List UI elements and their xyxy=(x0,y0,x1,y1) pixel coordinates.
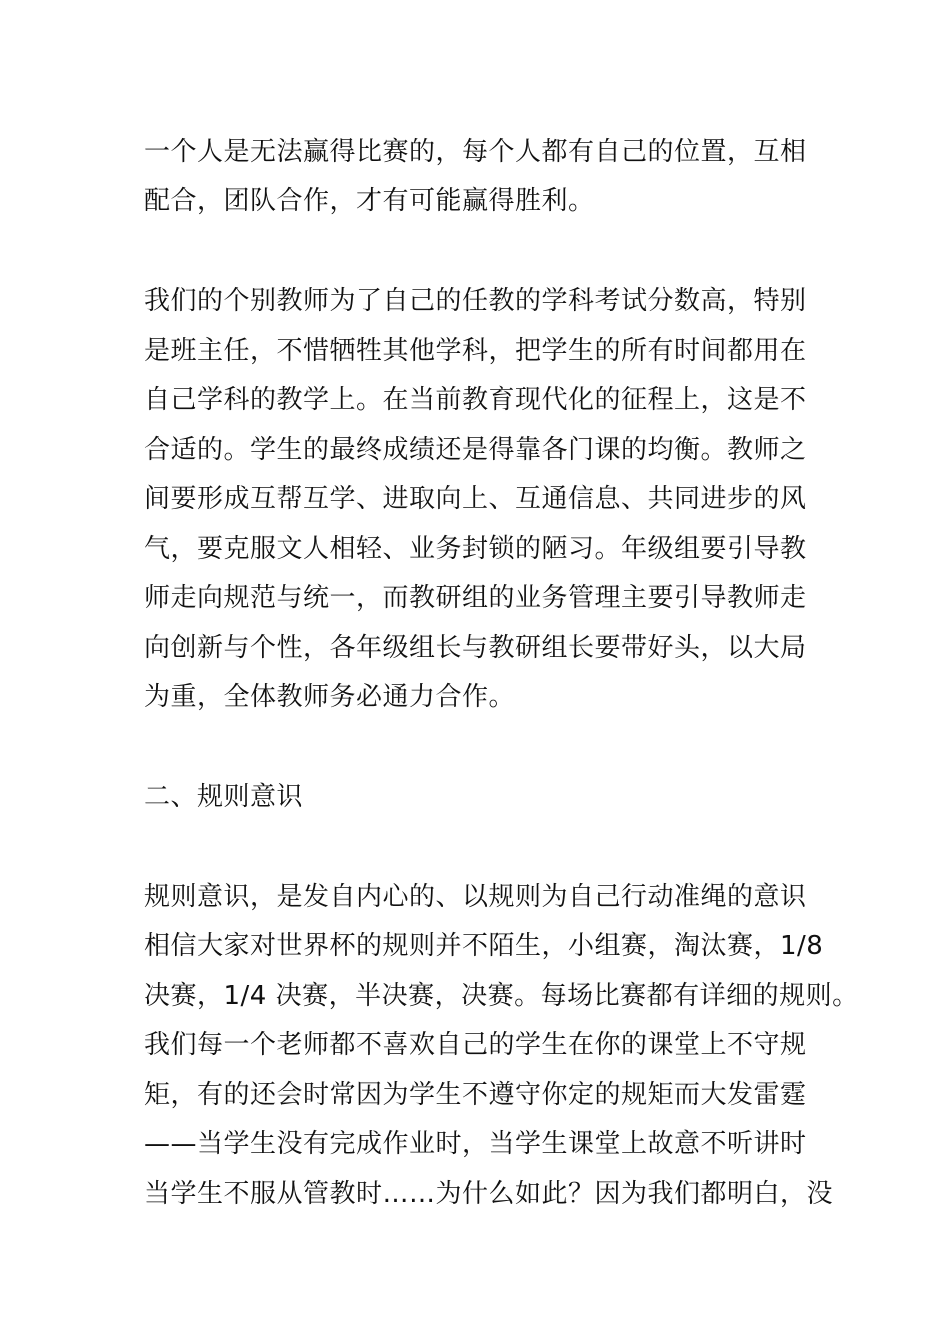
paragraph-3-line-7: 当学生不服从管教时……为什么如此？因为我们都明白，没 xyxy=(144,1179,834,1209)
paragraph-3-line-6: ——当学生没有完成作业时，当学生课堂上故意不听讲时 xyxy=(144,1129,807,1159)
paragraph-3-line-4: 我们每一个老师都不喜欢自己的学生在你的课堂上不守规 xyxy=(144,1030,807,1060)
paragraph-2-line-2: 是班主任，不惜牺牲其他学科，把学生的所有时间都用在 xyxy=(144,336,807,366)
paragraph-3-line-5: 矩，有的还会时常因为学生不遵守你定的规矩而大发雷霆 xyxy=(144,1080,807,1110)
paragraph-3-line-1: 规则意识，是发自内心的、以规则为自己行动准绳的意识 xyxy=(144,882,807,912)
paragraph-2-line-5: 间要形成互帮互学、进取向上、互通信息、共同进步的风 xyxy=(144,484,807,514)
paragraph-2-line-6: 气，要克服文人相轻、业务封锁的陋习。年级组要引导教 xyxy=(144,534,807,564)
paragraph-1-line-1: 一个人是无法赢得比赛的，每个人都有自己的位置，互相 xyxy=(144,137,807,167)
paragraph-2-line-4: 合适的。学生的最终成绩还是得靠各门课的均衡。教师之 xyxy=(144,435,807,465)
section-heading: 二、规则意识 xyxy=(144,782,304,812)
paragraph-2-line-3: 自己学科的教学上。在当前教育现代化的征程上，这是不 xyxy=(144,385,807,415)
paragraph-3-line-3: 决赛，1/4 决赛，半决赛，决赛。每场比赛都有详细的规则。 xyxy=(144,981,859,1011)
paragraph-3-line-2: 相信大家对世界杯的规则并不陌生，小组赛，淘汰赛，1/8 xyxy=(144,931,824,961)
paragraph-2-line-1: 我们的个别教师为了自己的任教的学科考试分数高，特别 xyxy=(144,286,807,316)
paragraph-1-line-2: 配合，团队合作，才有可能赢得胜利。 xyxy=(144,186,595,216)
paragraph-2-line-8: 向创新与个性，各年级组长与教研组长要带好头，以大局 xyxy=(144,633,807,663)
paragraph-2-line-7: 师走向规范与统一，而教研组的业务管理主要引导教师走 xyxy=(144,583,807,613)
paragraph-2-line-9: 为重，全体教师务必通力合作。 xyxy=(144,682,516,712)
